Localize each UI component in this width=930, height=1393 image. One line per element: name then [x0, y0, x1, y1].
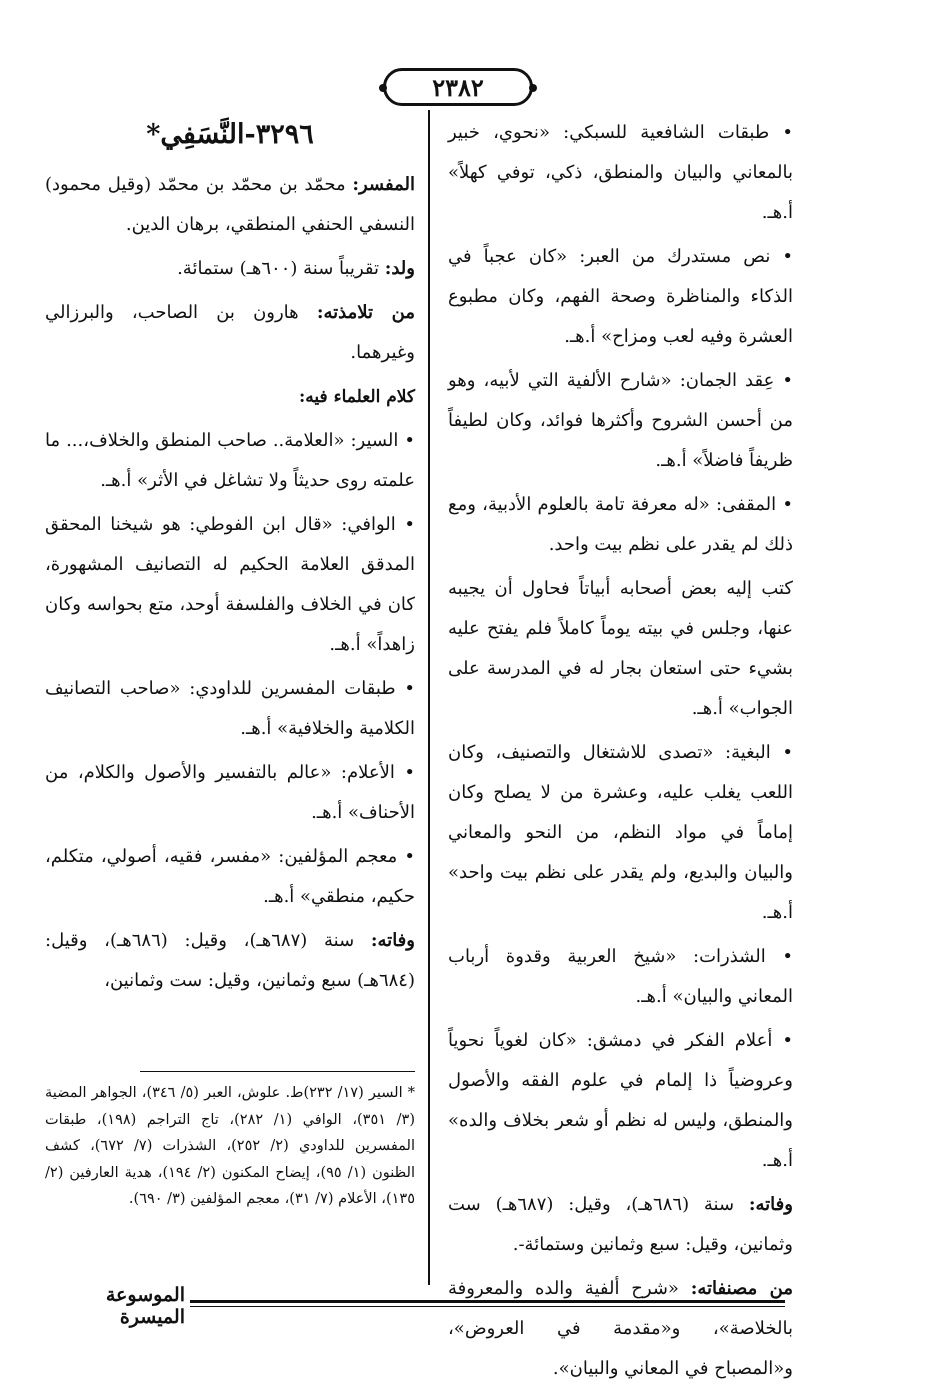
left-paragraph: • الأعلام: «عالم بالتفسير والأصول والكلام، من الأحناف» أ.هـ.	[45, 762, 415, 823]
left-paragraph: • السير: «العلامة.. صاحب المنطق والخلاف،... ما علمته روى حديثاً ولا تشاغل في الأثر» أ.هـ.	[45, 430, 415, 491]
right-paragraph: • نص مستدرك من العبر: «كان عجباً في الذكاء والمناظرة وصحة الفهم، وكان مطبوع العشرة وفيه لعب ومزاح» أ.هـ.	[448, 246, 793, 347]
page-number	[383, 68, 533, 106]
right-paragraph: • طبقات الشافعية للسبكي: «نحوي، خبير بالمعاني والبيان والمنطق، ذكي، توفي كهلاً» أ.هـ.	[448, 122, 793, 223]
left-column	[45, 113, 415, 1005]
right-column	[448, 113, 793, 1393]
page-number-text: ٢٣٨٢	[432, 72, 484, 102]
left-paragraph: • معجم المؤلفين: «مفسر، فقيه، أصولي، متكلم، حكيم، منطقي» أ.هـ.	[45, 846, 415, 907]
scholars-heading: كلام العلماء فيه:	[299, 387, 415, 407]
footnote-separator	[140, 1071, 415, 1072]
right-paragraph: من مصنفاته: «شرح ألفية والده والمعروفة بالخلاصة»، و«مقدمة في العروض»، و«المصباح في المعاني والبيان».	[448, 1278, 793, 1379]
left-paragraph: من تلامذته: هارون بن الصاحب، والبرزالي وغيرهما.	[45, 302, 415, 363]
footer-title: الموسوعة الميسرة	[105, 1284, 185, 1328]
right-paragraph: • المقفى: «له معرفة تامة بالعلوم الأدبية، ومع ذلك لم يقدر على نظم بيت واحد.	[448, 494, 793, 555]
left-paragraph: وفاته: سنة (٦٨٧هـ)، وقيل: (٦٨٦هـ)، وقيل: (٦٨٤هـ) سبع وثمانين، وقيل: ست وثمانين،	[45, 930, 415, 991]
right-paragraph: وفاته: سنة (٦٨٦هـ)، وقيل: (٦٨٧هـ) ست وثمانين، وقيل: سبع وثمانين وستمائة-.	[448, 1194, 793, 1255]
right-paragraph: • الشذرات: «شيخ العربية وقدوة أرباب المعاني والبيان» أ.هـ.	[448, 946, 793, 1007]
footnote: * السير (١٧/ ٢٣٢)ط. علوش، العبر (٥/ ٣٤٦)، الجواهر المضية (٣/ ٣٥١)، الوافي (١/ ٢٨٢)، تاج التراجم (١٩٨)، طبقات المفسرين للداودي (٢/ ٢٥٢)، الشذرات (٧/ ٦٧٢)، كشف الظنون (١/ ٩٥)، إيضاح المكنون (٢/ ١٩٤)، هدية العارفين (٢/ ١٣٥)، الأعلام (٧/ ٣١)، معجم المؤلفين (٣/ ٦٩٠).	[45, 1085, 416, 1207]
entry-title: ٣٢٩٦-النَّسَفِي*	[146, 119, 314, 150]
right-paragraph: • عِقد الجمان: «شارح الألفية التي لأبيه، وهو من أحسن الشروح وأكثرها فوائد، وكان لطيفاً ظريفاً فاضلاً» أ.هـ.	[448, 370, 793, 471]
left-paragraph: المفسر: محمّد بن محمّد بن محمّد (وقيل محمود) النسفي الحنفي المنطقي، برهان الدين.	[45, 174, 415, 235]
footer-rule	[190, 1300, 785, 1303]
right-paragraph: • البغية: «تصدى للاشتغال والتصنيف، وكان اللعب يغلب عليه، وعشرة من لا يصلح وكان إماماً في مواد النظم، من النحو والمعاني والبيان والبديع، ولم يقدر على نظم بيت واحد» أ.هـ.	[448, 742, 793, 923]
left-paragraph: • طبقات المفسرين للداودي: «صاحب التصانيف الكلامية والخلافية» أ.هـ.	[45, 678, 415, 739]
left-paragraph: • الوافي: «قال ابن الفوطي: هو شيخنا المحقق المدقق العلامة الحكيم له التصانيف المشهورة، كان في الخلاف والفلسفة أوحد، متع بحواسه وكان زاهداً» أ.هـ.	[45, 514, 415, 655]
column-divider	[428, 110, 430, 1285]
left-paragraph: ولد: تقريباً سنة (٦٠٠هـ) ستمائة.	[177, 258, 415, 279]
right-paragraph: • أعلام الفكر في دمشق: «كان لغوياً نحوياً وعروضياً ذا إلمام في علوم الفقه والأصول والمنطق، وليس له نظم أو شعر بخلاف والده» أ.هـ.	[448, 1030, 793, 1171]
right-paragraph: كتب إليه بعض أصحابه أبياتاً فحاول أن يجيبه عنها، وجلس في بيته يوماً كاملاً فلم يفتح عليه بشيء حتى استعان بجار له في المدرسة على الجواب» أ.هـ.	[448, 578, 793, 719]
